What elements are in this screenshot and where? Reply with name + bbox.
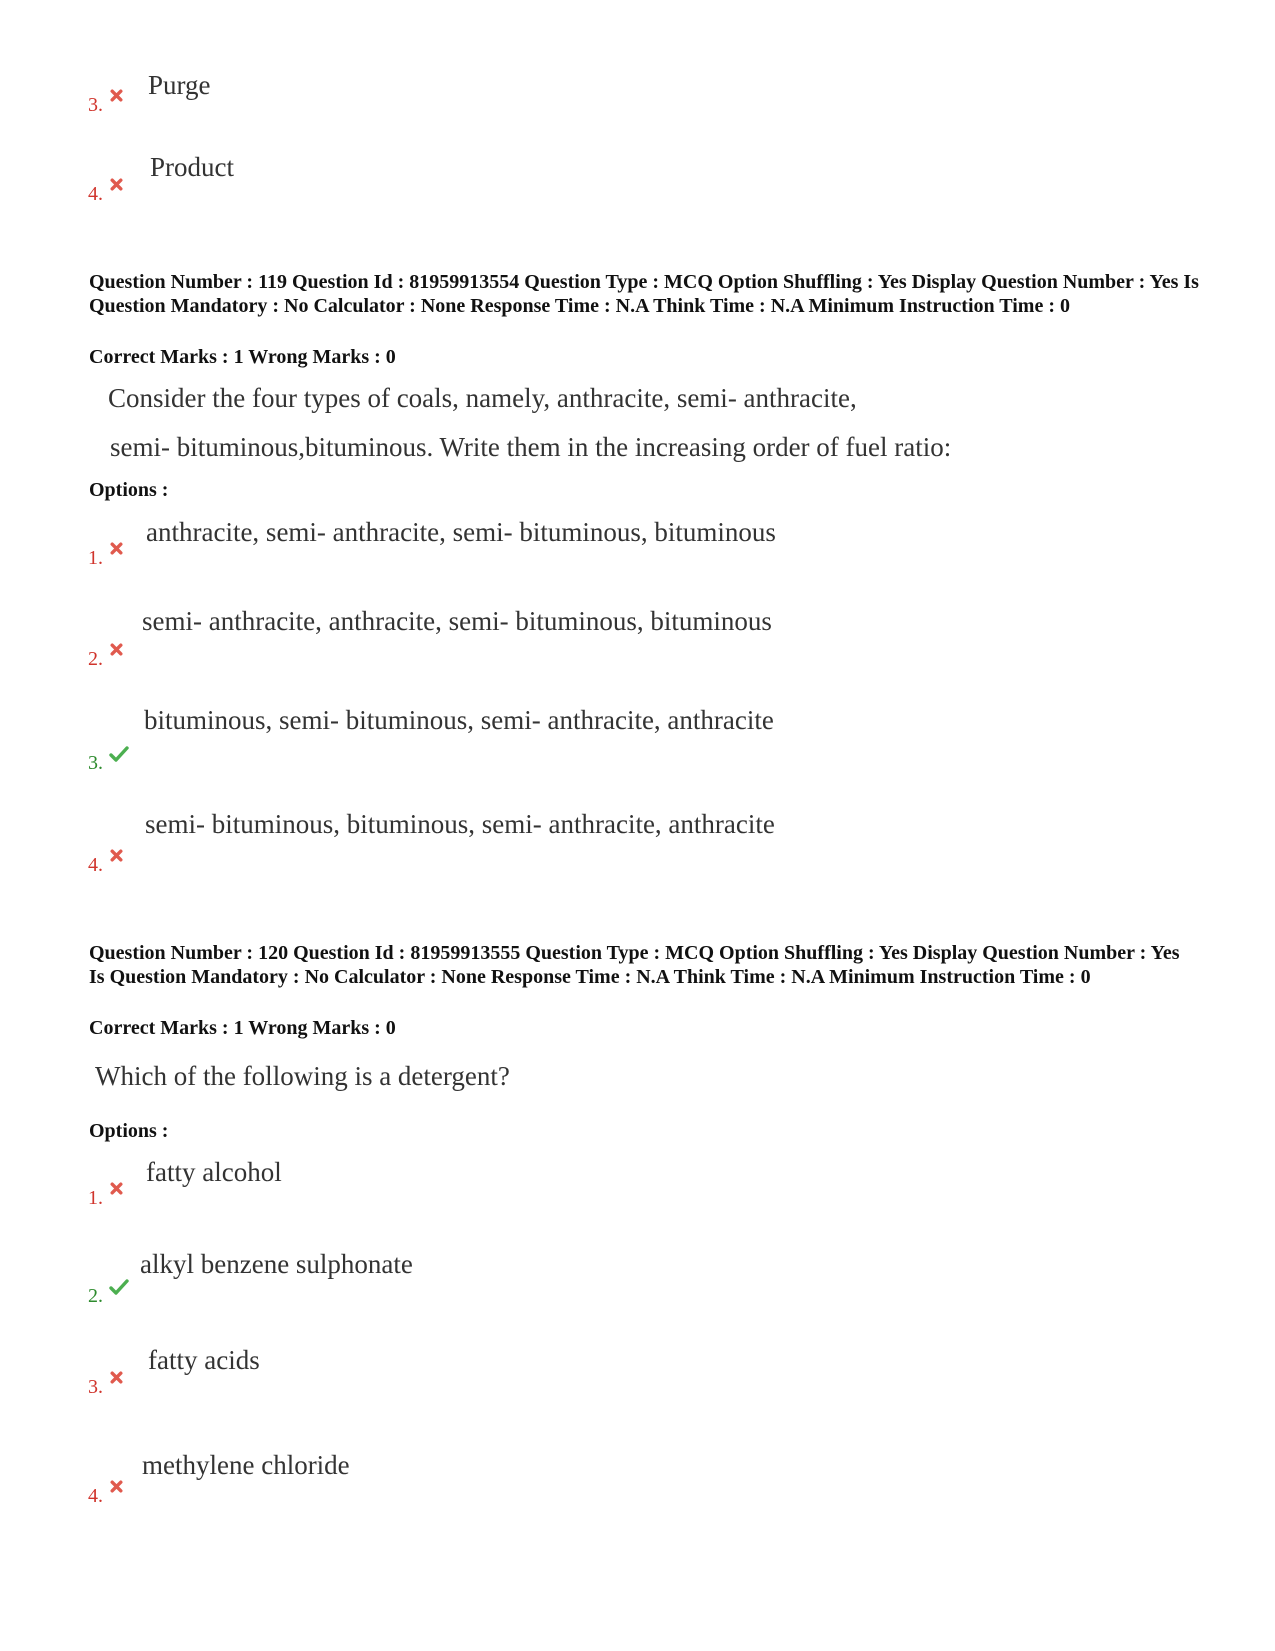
q119-text-line1: Consider the four types of coals, namely, anthracite, semi- anthracite, [108,383,857,413]
q120-option-2-text: alkyl benzene sulphonate [140,1249,413,1279]
option-number: 2. [88,648,103,670]
q119-option-3-text: bituminous, semi- bituminous, semi- anthracite, anthracite [144,705,774,735]
q120-options-label: Options : [89,1120,169,1142]
prev-option-4-number [88,184,124,204]
q119-options-label: Options : [89,479,169,501]
option-number: 3. [88,94,103,116]
q119-option-3-number [88,753,129,773]
q119-option-2-text: semi- anthracite, anthracite, semi- bituminous, bituminous [142,606,772,636]
option-number: 1. [88,547,103,569]
option-number: 2. [88,1285,103,1307]
q120-text: Which of the following is a detergent? [95,1061,510,1091]
cross-icon [109,177,124,192]
option-number: 4. [88,1485,103,1507]
cross-icon [109,541,124,556]
option-number: 3. [88,1376,103,1398]
q119-meta: Question Number : 119 Question Id : 81959913554 Question Type : MCQ Option Shuffling : Yes Display Question Number : Yes Is Question Mandatory : No Calculator : None Response Time : N.A Think Time : N.A Minimum Instruction Time : 0 [89,271,1199,317]
q120-option-3-number [88,1377,124,1397]
q119-option-1-text: anthracite, semi- anthracite, semi- bituminous, bituminous [146,517,776,547]
q120-option-4-number [88,1486,124,1506]
q119-option-4-number [88,855,124,875]
q119-option-1-number [88,548,124,568]
q119-marks: Correct Marks : 1 Wrong Marks : 0 [89,346,396,368]
q120-option-1-text: fatty alcohol [146,1157,282,1187]
q120-option-1-number [88,1188,124,1208]
option-number: 4. [88,854,103,876]
prev-option-4-text: Product [150,152,234,182]
q119-option-4-text: semi- bituminous, bituminous, semi- anthracite, anthracite [145,809,775,839]
cross-icon [109,1479,124,1494]
q119-option-2-number [88,649,124,669]
prev-option-3-text: Purge [148,70,211,100]
q120-marks: Correct Marks : 1 Wrong Marks : 0 [89,1017,396,1039]
check-icon [109,746,129,762]
cross-icon [109,1181,124,1196]
option-number: 4. [88,183,103,205]
cross-icon [109,848,124,863]
q120-option-3-text: fatty acids [148,1345,260,1375]
cross-icon [109,642,124,657]
q120-option-4-text: methylene chloride [142,1450,350,1480]
option-number: 1. [88,1187,103,1209]
q120-meta: Question Number : 120 Question Id : 81959913555 Question Type : MCQ Option Shuffling : Yes Display Question Number : Yes Is Question Mandatory : No Calculator : None Response Time : N.A Think Time : N.A Minimum Instruction Time : 0 [89,942,1180,988]
check-icon [109,1279,129,1295]
prev-option-3-number [88,95,124,115]
cross-icon [109,88,124,103]
q119-text-line2: semi- bituminous,bituminous. Write them in the increasing order of fuel ratio: [110,432,952,462]
cross-icon [109,1370,124,1385]
q120-option-2-number [88,1286,129,1306]
option-number: 3. [88,752,103,774]
